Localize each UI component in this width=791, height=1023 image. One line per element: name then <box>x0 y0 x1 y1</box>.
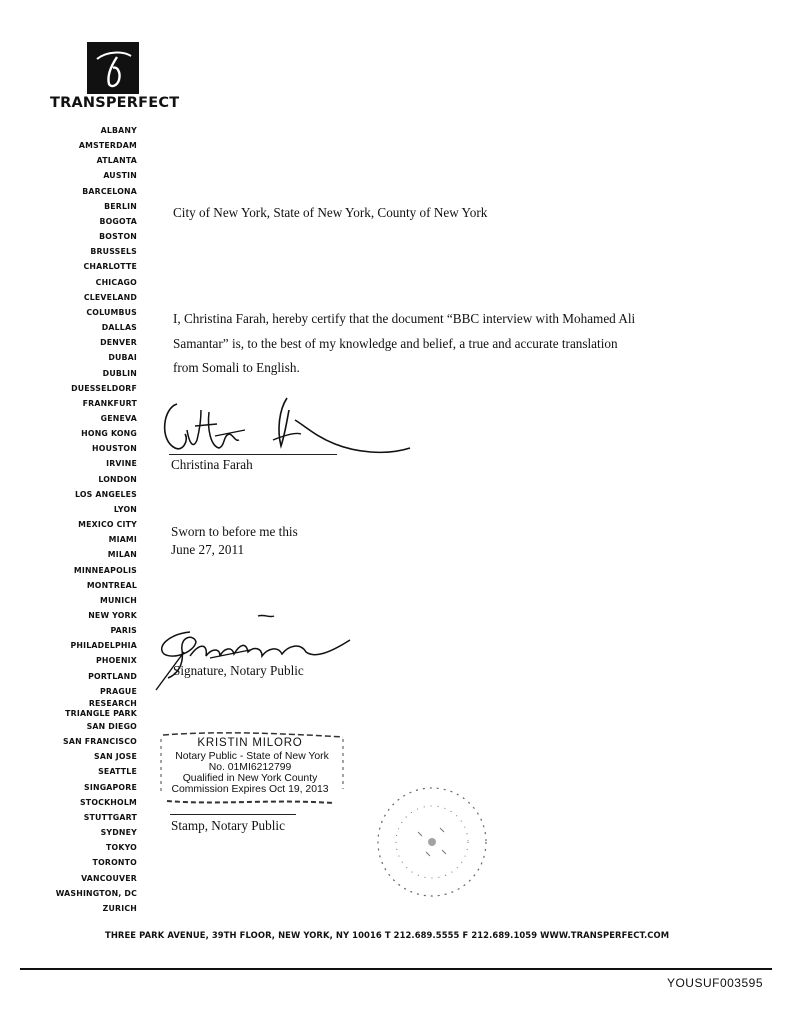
office-city: CHARLOTTE <box>83 262 137 272</box>
translator-name: Christina Farah <box>171 457 253 472</box>
office-city: ALBANY <box>100 126 137 135</box>
office-city: COLUMBUS <box>86 307 137 317</box>
office-city: HOUSTON <box>92 444 137 454</box>
office-city: STOCKHOLM <box>79 797 137 807</box>
stamp-line-3: Qualified in New York County <box>182 773 318 784</box>
office-city: SYDNEY <box>100 828 137 838</box>
office-city: STUTTGART <box>83 812 137 822</box>
office-city: TORONTO <box>92 858 137 868</box>
embossed-seal <box>370 780 495 905</box>
office-city: SINGAPORE <box>84 782 137 792</box>
office-city: CLEVELAND <box>83 292 137 302</box>
office-city: PARIS <box>110 626 137 636</box>
brand-name: TRANSPERFECT <box>50 95 180 111</box>
office-city: MILAN <box>107 550 137 560</box>
stamp-line-4: Commission Expires Oct 19, 2013 <box>171 784 329 795</box>
office-city: DALLAS <box>101 323 137 333</box>
office-city-list <box>56 123 137 916</box>
office-city: ZURICH <box>102 903 137 913</box>
office-city: GENEVA <box>100 413 137 423</box>
footer-rule <box>20 968 772 970</box>
transperfect-logo <box>87 42 139 94</box>
stamp-notary-name: KRISTIN MILORO <box>197 737 303 749</box>
office-city: SAN JOSE <box>94 752 137 762</box>
logo-mark-icon <box>87 42 139 94</box>
office-city: LYON <box>113 504 137 514</box>
translator-signature-line <box>169 454 337 455</box>
office-city: PHILADELPHIA <box>70 641 137 651</box>
office-city: MEXICO CITY <box>78 520 137 530</box>
stamp-label: Stamp, Notary Public <box>171 818 285 833</box>
office-city: BOGOTA <box>99 216 137 226</box>
document-id: YOUSUF003595 <box>666 976 763 990</box>
notary-signature-label: Signature, Notary Public <box>173 663 304 678</box>
office-city: MINNEAPOLIS <box>73 565 137 575</box>
sworn-line: Sworn to before me this <box>171 524 298 539</box>
footer-address: THREE PARK AVENUE, 39TH FLOOR, NEW YORK, NY 10016 T 212.689.5555 F 212.689.1059 WWW.TRANSPERFECT.COM <box>105 930 670 940</box>
office-city: TRIANGLE PARK <box>65 708 137 718</box>
office-city: SAN DIEGO <box>86 721 137 731</box>
office-city: BRUSSELS <box>90 247 137 257</box>
office-city: BOSTON <box>99 232 137 242</box>
office-city: RESEARCH <box>88 698 137 708</box>
office-city: SAN FRANCISCO <box>63 737 137 747</box>
office-city: ATLANTA <box>96 156 137 166</box>
stamp-line <box>170 814 296 815</box>
office-city: DUESSELDORF <box>71 383 137 393</box>
jurisdiction-line: City of New York, State of New York, County of New York <box>173 205 488 220</box>
office-city: SEATTLE <box>98 767 137 777</box>
office-city: VANCOUVER <box>81 873 137 883</box>
office-city: TOKYO <box>106 843 137 853</box>
certification-line-3: from Somali to English. <box>173 360 300 375</box>
office-city: MUNICH <box>100 595 137 605</box>
certification-line-2: Samantar” is, to the best of my knowledge and belief, a true and accurate translation <box>173 336 618 351</box>
notary-stamp <box>157 729 347 807</box>
office-city: PRAGUE <box>99 686 137 696</box>
stamp-line-1: Notary Public - State of New York <box>175 751 329 762</box>
office-city: DENVER <box>100 338 137 348</box>
office-city: BARCELONA <box>82 186 137 196</box>
office-city: LONDON <box>98 474 137 484</box>
notary-signature <box>150 612 360 692</box>
office-city: NEW YORK <box>88 611 137 620</box>
office-city: LOS ANGELES <box>74 489 137 499</box>
office-city: AUSTIN <box>103 171 137 181</box>
office-city: PORTLAND <box>88 671 137 681</box>
certification-line-1: I, Christina Farah, hereby certify that the document “BBC interview with Mohamed Ali <box>173 311 636 326</box>
office-city: HONG KONG <box>81 429 137 439</box>
sworn-date: June 27, 2011 <box>171 542 245 557</box>
office-city: FRANKFURT <box>82 398 137 408</box>
office-city: MIAMI <box>108 535 137 545</box>
office-city: WASHINGTON, DC <box>55 888 137 898</box>
office-city: CHICAGO <box>95 277 137 287</box>
office-city: DUBLIN <box>102 368 137 378</box>
office-city: IRVINE <box>106 459 137 469</box>
office-city: PHOENIX <box>95 656 137 666</box>
office-city: MONTREAL <box>86 580 137 590</box>
stamp-line-2: No. 01MI6212799 <box>208 762 292 773</box>
office-city: AMSTERDAM <box>78 141 137 151</box>
office-city: DUBAI <box>108 353 137 363</box>
office-city: BERLIN <box>104 201 137 211</box>
